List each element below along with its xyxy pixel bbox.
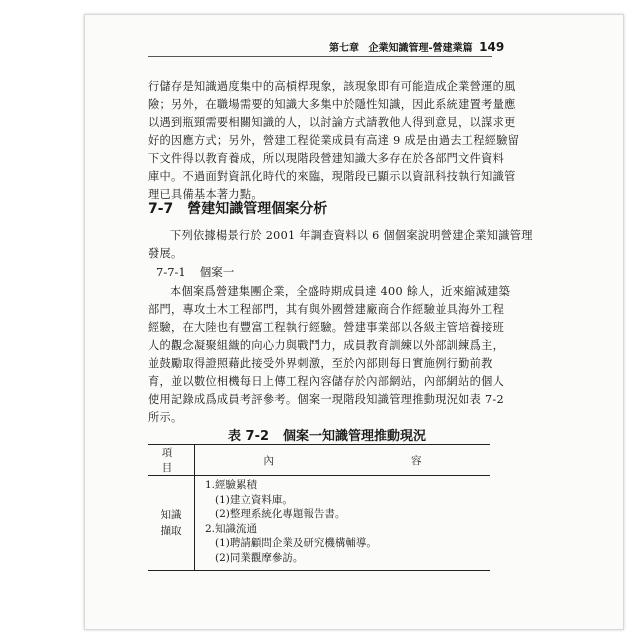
paragraph-line: 下列依據楊景行於 2001 年調查資料以 6 個個案說明營建企業知識管理 bbox=[170, 229, 533, 242]
paragraph-line: 育，並以數位相機每日上傳工程內容儲存於內部網站，內部網站的個人 bbox=[148, 375, 505, 388]
header-rule bbox=[148, 56, 492, 57]
knowledge-management-table bbox=[148, 444, 490, 571]
row-content-cell bbox=[195, 476, 491, 571]
column-header-content-left: 內 bbox=[263, 454, 274, 467]
section-title: 營建知識管理個案分析 bbox=[187, 201, 328, 217]
list-item: 2.知識流通 bbox=[205, 522, 258, 535]
subsection-heading bbox=[156, 264, 234, 280]
paragraph-line: 行儲存是知識過度集中的高槓桿現象，該現象即有可能造成企業營運的風 bbox=[148, 80, 516, 93]
column-header-item bbox=[148, 445, 195, 476]
row-label-line: 擷取 bbox=[160, 524, 182, 537]
section-heading bbox=[148, 198, 327, 218]
paragraph-line: 經驗，在大陸也有豐富工程執行經驗。營建事業部以各級主管培養接班 bbox=[148, 321, 505, 334]
list-item: 1.經驗累積 bbox=[205, 479, 258, 491]
paragraph-line: 部門，專攻土木工程部門，其有與外國營建廠商合作經驗並具海外工程 bbox=[148, 303, 505, 316]
paragraph-line: 發展。 bbox=[148, 247, 183, 260]
paragraph-line: 並鼓勵取得證照藉此接受外界刺激，至於內部則每日實施例行勤前教 bbox=[148, 357, 493, 370]
paragraph-line: 以遇到瓶頸需要相關知識的人，以討論方式請教他人得到意見，以謀求更 bbox=[148, 116, 516, 129]
table-header-row bbox=[148, 445, 490, 476]
table-title: 個案一知識管理推動現況 bbox=[283, 429, 427, 444]
paragraph-line: 下文件得以教育養成，所以現階段營建知識大多存在於各部門文件資料 bbox=[148, 152, 505, 165]
list-item: (1)建立資料庫。 bbox=[215, 493, 293, 506]
column-header-content-right: 容 bbox=[411, 454, 422, 467]
table-number: 表 7-2 bbox=[228, 429, 270, 444]
table-row bbox=[148, 476, 490, 571]
intro-paragraph bbox=[148, 78, 519, 204]
list-item: (2)整理系統化專題報告書。 bbox=[215, 508, 346, 521]
row-label-line: 知識 bbox=[160, 508, 182, 521]
running-header bbox=[329, 39, 504, 54]
list-item: (1)聘請顧問企業及研究機構輔導。 bbox=[215, 537, 377, 550]
case-paragraph bbox=[148, 283, 510, 427]
paragraph-line: 人的觀念凝聚組織的向心力與戰鬥力，成員教育訓練以外部訓練爲主， bbox=[148, 339, 505, 352]
column-header-content bbox=[195, 445, 491, 476]
subsection-number: 7-7-1 bbox=[156, 265, 186, 279]
row-label-cell bbox=[148, 476, 195, 571]
paragraph-line: 險；另外，在職場需要的知識大多集中於隱性知識，因此系統建置考量應 bbox=[148, 98, 516, 111]
list-item: (2)同業觀摩參訪。 bbox=[215, 551, 304, 564]
header-title: 企業知識管理-營建業篇 bbox=[368, 43, 473, 54]
table-caption bbox=[228, 425, 426, 444]
subsection-title: 個案一 bbox=[199, 265, 235, 279]
section-intro bbox=[148, 227, 533, 263]
paragraph-line: 使用記錄成爲成員考評參考。個案一現階段知識管理推動現況如表 7-2 bbox=[148, 393, 504, 406]
paragraph-line: 好的因應方式；另外，營建工程從業成員有高達 9 成是由過去工程經驗留 bbox=[148, 134, 520, 147]
column-header-item-label: 項 目 bbox=[161, 447, 181, 474]
paragraph-line: 庫中。不過面對資訊化時代的來臨，現階段已顯示以資訊科技執行知識管 bbox=[148, 170, 516, 183]
paragraph-line: 理已具備基本著力點。 bbox=[148, 188, 263, 201]
header-chapter: 第七章 bbox=[329, 43, 359, 54]
page-number: 149 bbox=[479, 40, 505, 54]
paragraph-line: 本個案爲營建集團企業，全盛時期成員達 400 餘人，近來縮減建築 bbox=[170, 285, 511, 298]
section-number: 7-7 bbox=[148, 201, 174, 217]
paragraph-line: 所示。 bbox=[148, 411, 183, 424]
